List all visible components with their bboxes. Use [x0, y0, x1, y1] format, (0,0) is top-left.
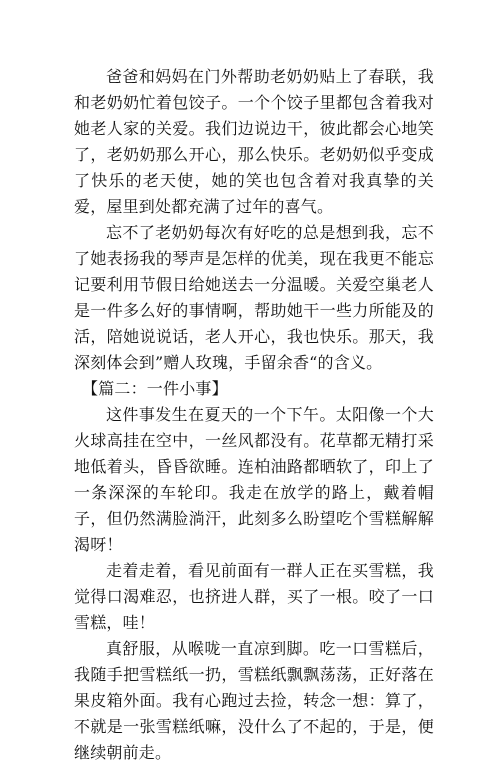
- section-heading: 【篇二：一件小事】: [82, 379, 228, 398]
- paragraph-wrapper-litter: 真舒服，从喉咙一直凉到脚。吃一口雪糕后，我随手把雪糕纸一扔，雪糕纸飘飘荡荡，正好落在果皮箱外面。我有心跑过去捡，转念一想：算了，不就是一张雪糕纸嘛，没什么了不起的，于是，便继续朝前走。: [74, 639, 434, 762]
- paragraph-caring-elderly: 忘不了老奶奶每次有好吃的总是想到我，忘不了她表扬我的琴声是怎样的优美，现在我更不能忘记要利用节假日给她送去一分温暖。关爱空巢老人是一件多么好的事情啊，帮助她干一些力所能及的活，陪她说说话，老人开心，我也快乐。那天，我深刻体会到”赠人玫瑰，手留余香“的含义。: [74, 223, 434, 372]
- document-body: [74, 64, 434, 766]
- paragraph-summer-afternoon: 这件事发生在夏天的一个下午。太阳像一个大火球高挂在空中，一丝风都没有。花草都无精打采地低着头，昏昏欲睡。连柏油路都晒软了，印上了一条深深的车轮印。我走在放学的路上，戴着帽子，但仍然满脸淌汗，此刻多么盼望吃个雪糕解解渴呀！: [74, 405, 434, 554]
- paragraph-new-year: 爸爸和妈妈在门外帮助老奶奶贴上了春联，我和老奶奶忙着包饺子。一个个饺子里都包含着我对她老人家的关爱。我们边说边干，彼此都会心地笑了，老奶奶那么开心，那么快乐。老奶奶似乎变成了快乐的老天使，她的笑也包含着对我真挚的关爱，屋里到处都充满了过年的喜气。: [74, 67, 434, 216]
- paragraph-buying-ice-cream: 走着走着，看见前面有一群人正在买雪糕，我觉得口渴难忍，也挤进人群，买了一根。咬了一口雪糕，哇！: [74, 561, 434, 632]
